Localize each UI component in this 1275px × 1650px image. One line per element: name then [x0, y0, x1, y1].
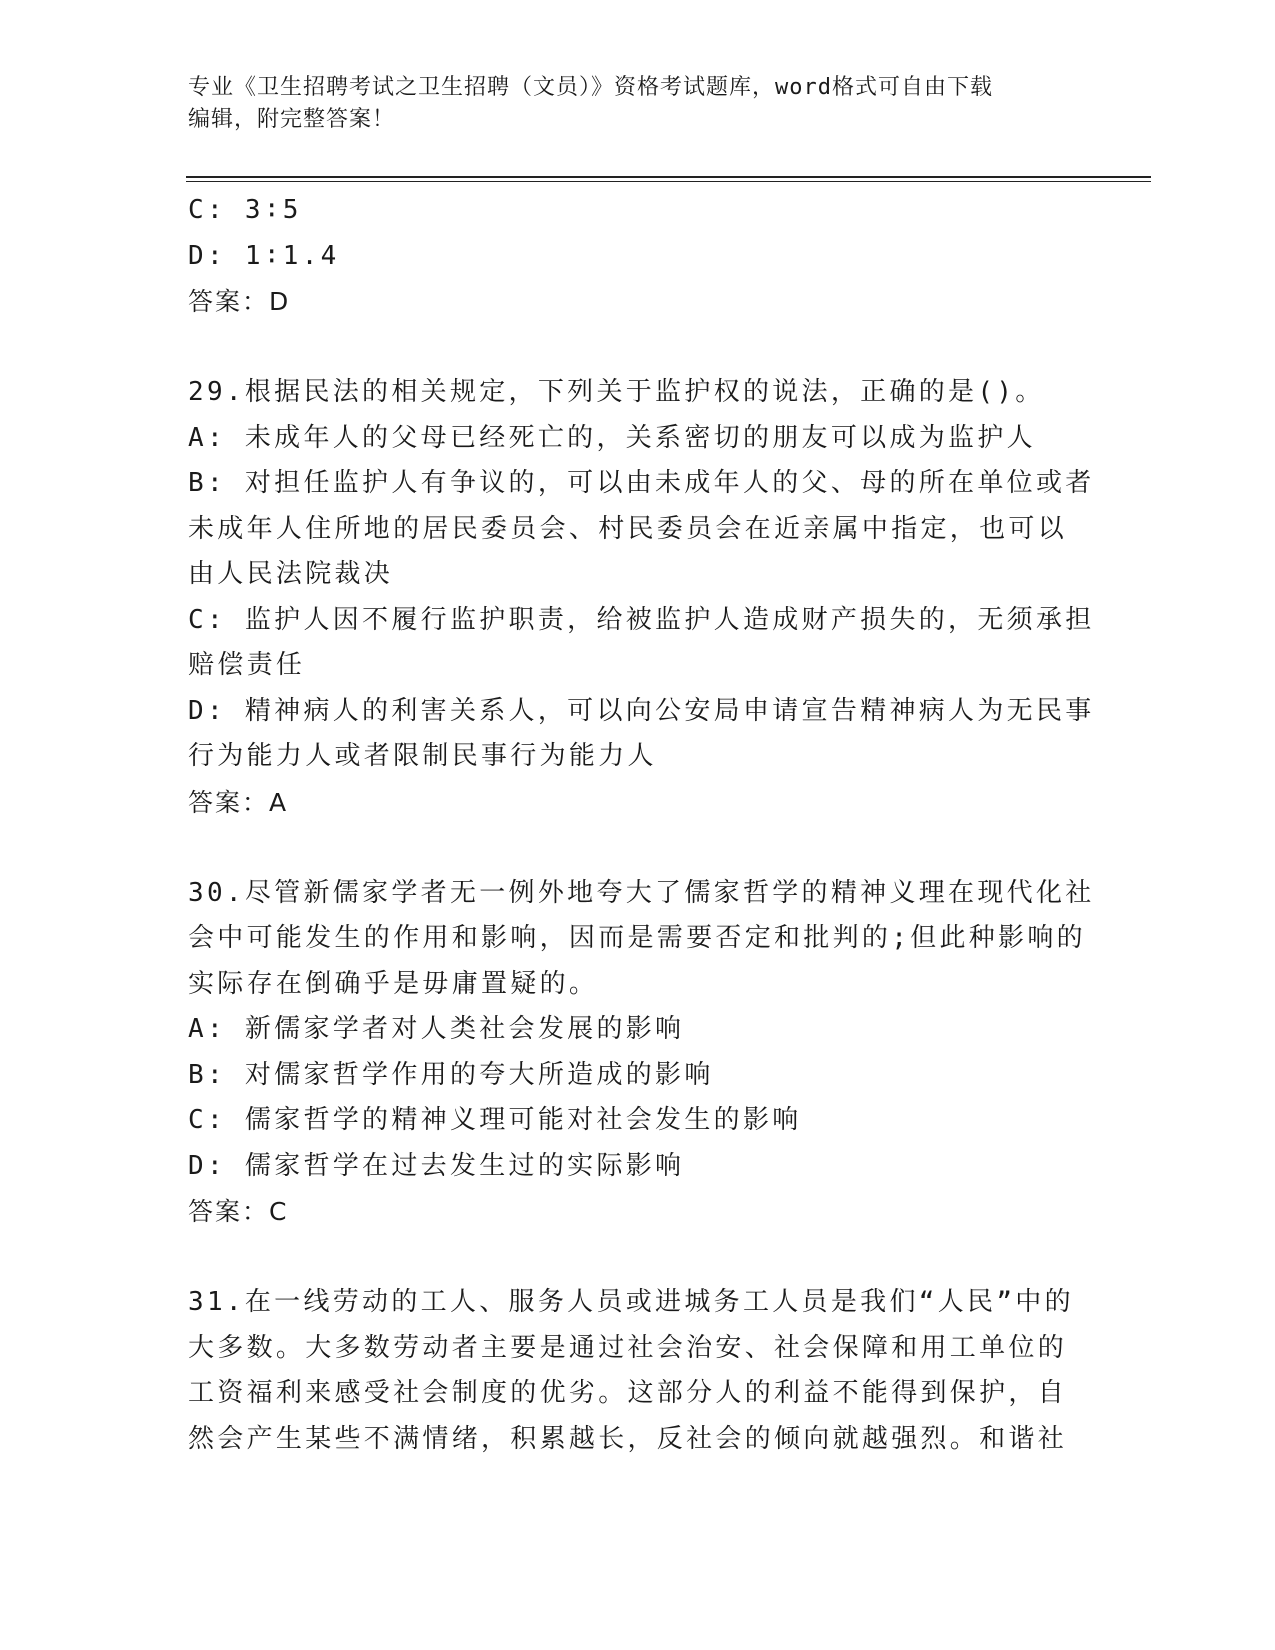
- header-divider-thick: [186, 176, 1151, 178]
- question-28-tail: [188, 188, 1068, 325]
- spacer: [188, 825, 1068, 871]
- option-c: C: 儒家哲学的精神义理可能对社会发生的影响: [188, 1105, 802, 1135]
- option-a: A: 新儒家学者对人类社会发展的影响: [188, 1014, 685, 1044]
- header-line-2: 编辑，附完整答案！: [188, 107, 396, 132]
- question-stem-line-1: 30.尽管新儒家学者无一例外地夸大了儒家哲学的精神义理在现代化社: [188, 877, 1095, 908]
- answer-line: 答案：D: [188, 287, 291, 316]
- question-stem-line-3: 工资福利来感受社会制度的优劣。这部分人的利益不能得到保护，自: [188, 1378, 1068, 1408]
- option-b: B: 对儒家哲学作用的夸大所造成的影响: [188, 1059, 714, 1090]
- question-stem: 29.根据民法的相关规定，下列关于监护权的说法，正确的是()。: [188, 377, 1045, 407]
- option-d: D: 儒家哲学在过去发生过的实际影响: [188, 1150, 685, 1181]
- option-b-line-3: 由人民法院裁决: [188, 559, 394, 589]
- question-31: [188, 1280, 1074, 1462]
- answer-line: 答案：C: [188, 1197, 289, 1226]
- question-30: [188, 871, 1095, 1235]
- spacer: [188, 325, 1068, 371]
- option-b-line-1: B: 对担任监护人有争议的，可以由未成年人的父、母的所在单位或者: [188, 468, 1095, 498]
- document-body: [188, 188, 1095, 1462]
- page-header: [188, 72, 1068, 136]
- option-c-line-2: 赔偿责任: [188, 650, 306, 680]
- option-b-line-2: 未成年人住所地的居民委员会、村民委员会在近亲属中指定，也可以: [188, 513, 1068, 544]
- question-stem-line-1: 31.在一线劳动的工人、服务人员或进城务工人员是我们“人民”中的: [188, 1287, 1074, 1317]
- answer-line: 答案：A: [188, 787, 289, 817]
- option-d-line-2: 行为能力人或者限制民事行为能力人: [188, 741, 657, 771]
- option-a: A: 未成年人的父母已经死亡的，关系密切的朋友可以成为监护人: [188, 422, 1036, 453]
- option-c: C: 3∶5: [188, 195, 302, 225]
- question-stem-line-4: 然会产生某些不满情绪，积累越长，反社会的倾向就越强烈。和谐社: [188, 1423, 1068, 1454]
- spacer: [188, 1235, 1068, 1281]
- option-d: D: 1∶1.4: [188, 240, 340, 271]
- option-d-line-1: D: 精神病人的利害关系人，可以向公安局申请宣告精神病人为无民事: [188, 695, 1095, 726]
- question-stem-line-3: 实际存在倒确乎是毋庸置疑的。: [188, 968, 599, 999]
- question-stem-line-2: 大多数。大多数劳动者主要是通过社会治安、社会保障和用工单位的: [188, 1332, 1068, 1363]
- question-29: [188, 370, 1095, 825]
- question-stem-line-2: 会中可能发生的作用和影响，因而是需要否定和批判的;但此种影响的: [188, 923, 1086, 953]
- header-divider-thin: [186, 181, 1151, 182]
- header-line-1: 专业《卫生招聘考试之卫生招聘（文员）》资格考试题库，word格式可自由下载: [188, 75, 993, 100]
- option-c-line-1: C: 监护人因不履行监护职责，给被监护人造成财产损失的，无须承担: [188, 604, 1095, 635]
